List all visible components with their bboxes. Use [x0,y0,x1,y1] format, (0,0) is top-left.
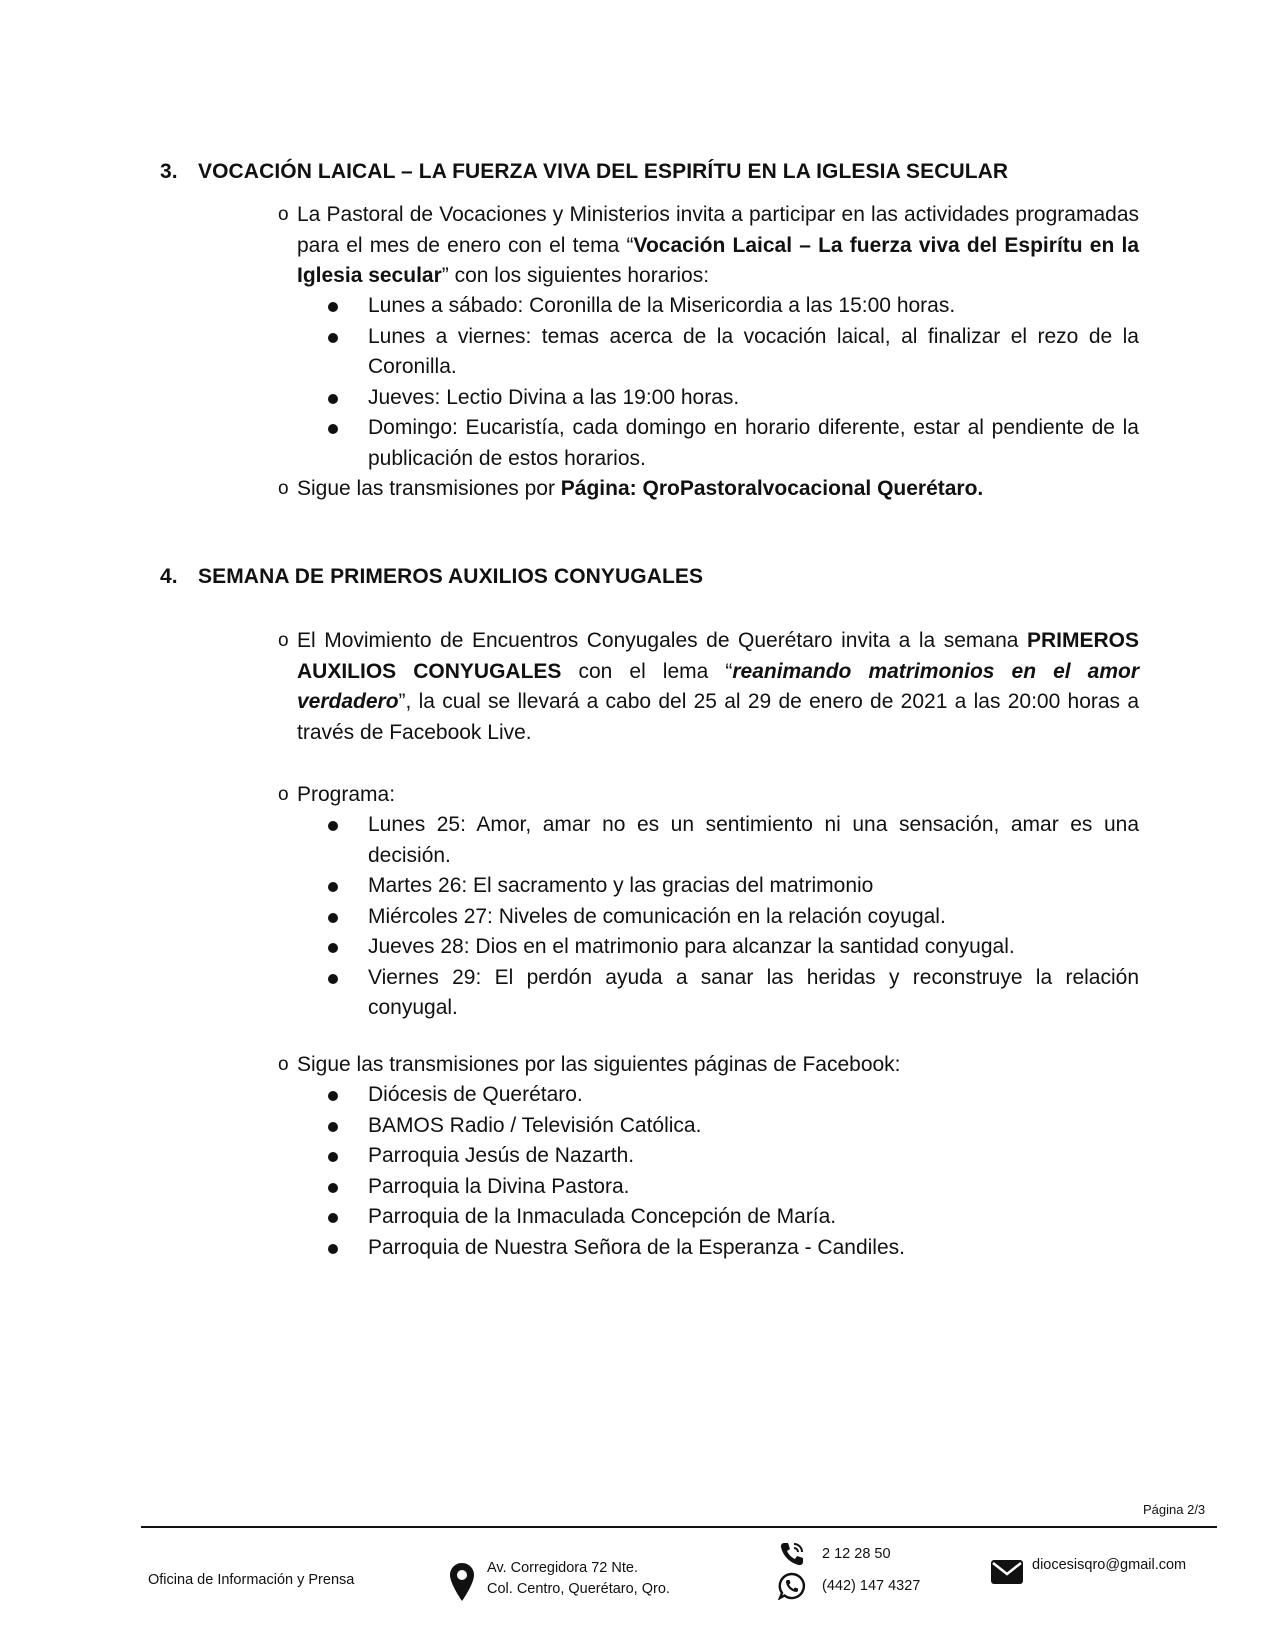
section-3-follow [278,474,1139,505]
section-3-follow-text: Sigue las transmisiones por [297,477,561,500]
list-item-text: Lunes a viernes: temas acerca de la vocación laical, al finalizar el rezo de la Coronilla. [368,324,1139,378]
bullet-icon [328,1122,338,1132]
facebook-pages-list [368,1080,1139,1263]
footer-divider [141,1526,1217,1528]
address-line-2: Col. Centro, Querétaro, Qro. [487,1581,670,1597]
list-item [368,1080,1139,1111]
list-item-text: Viernes 29: El perdón ayuda a sanar las heridas y reconstruye la relación conyugal. [368,965,1139,1019]
circle-marker: o [278,1054,289,1075]
section-3-follow-page: Página: QroPastoralvocacional Querétaro. [560,477,984,500]
bullet-icon [328,913,338,923]
list-item-text: Lunes a sábado: Coronilla de la Misericordia a las 15:00 horas. [368,294,956,317]
section-4-event-name: PRIMEROS AUXILIOS CONYUGALES [297,629,1139,683]
list-item-text: Diócesis de Querétaro. [368,1083,583,1106]
list-item-text: Parroquia la Divina Pastora. [368,1174,630,1198]
list-item-text: BAMOS Radio / Televisión Católica. [368,1113,702,1137]
section-4-intro-text-1: El Movimiento de Encuentros Conyugales de Querétaro invita a la semana [297,629,1027,652]
section-4-intro [278,626,1139,748]
section-3-number: 3. [160,160,178,183]
list-item-text: Parroquia Jesús de Nazarth. [368,1144,635,1167]
section-3-schedule-list [368,291,1139,474]
section-3-intro-text-1: La Pastoral de Vocaciones y Ministerios invita a participar en las actividades programadas para el mes de enero con el tema “ [297,203,1139,257]
page-number: Página 2/3 [1143,1502,1206,1517]
programa-label: Programa: [297,783,396,806]
bullet-icon [328,974,338,984]
list-item [368,413,1139,474]
bullet-icon [328,882,338,892]
list-item-text: Domingo: Eucaristía, cada domingo en horario diferente, estar al pendiente de la publicación de estos horarios. [368,416,1139,470]
section-4-title: SEMANA DE PRIMEROS AUXILIOS CONYUGALES [198,565,704,588]
footer-email: diocesisqro@gmail.com [1032,1557,1187,1573]
mail-icon [990,1559,1024,1589]
bullet-icon [328,1152,338,1162]
list-item [368,810,1139,871]
section-3-theme: Vocación Laical – La fuerza viva del Espirítu en la Iglesia secular [297,233,1139,287]
section-3-intro-text-2: ” con los siguientes horarios: [441,264,710,287]
location-pin-icon [449,1562,475,1606]
footer-phone: 2 12 28 50 [822,1546,891,1562]
list-item [368,1202,1139,1233]
list-item [368,932,1139,963]
list-item [368,322,1139,383]
phone-icon [778,1540,806,1572]
list-item-text: Parroquia de la Inmaculada Concepción de María. [368,1205,837,1228]
list-item-text: Parroquia de Nuestra Señora de la Esperanza - Candiles. [368,1235,905,1259]
bullet-icon [328,1213,338,1223]
bullet-icon [328,1244,338,1254]
bullet-icon [328,1183,338,1193]
list-item [368,871,1139,902]
bullet-icon [328,394,338,404]
list-item-text: Miércoles 27: Niveles de comunicación en la relación coyugal. [368,904,946,928]
section-3-title: VOCACIÓN LAICAL – LA FUERZA VIVA DEL ESPIRÍTU EN LA IGLESIA SECULAR [198,160,1009,183]
address-line-1: Av. Corregidora 72 Nte. [487,1560,638,1576]
bullet-icon [328,424,338,434]
list-item [368,1172,1139,1203]
circle-marker: o [278,630,289,651]
bullet-icon [328,943,338,953]
program-list [368,810,1139,1024]
list-item [368,1111,1139,1142]
footer [0,1540,1275,1630]
footer-address [487,1558,670,1600]
list-item-text: Jueves 28: Dios en el matrimonio para alcanzar la santidad conyugal. [368,935,1015,958]
list-item [368,291,1139,322]
circle-marker: o [278,784,289,805]
list-item-text: Lunes 25: Amor, amar no es un sentimiento ni una sensación, amar es una decisión. [368,813,1139,867]
list-item-text: Martes 26: El sacramento y las gracias del matrimonio [368,874,874,897]
list-item [368,1233,1139,1264]
section-4-intro-text-3: ”, la cual se llevará a cabo del 25 al 29 de enero de 2021 a las 20:00 horas a través de Facebook Live. [297,690,1139,744]
list-item [368,902,1139,933]
circle-marker: o [278,204,289,225]
list-item [368,1141,1139,1172]
bullet-icon [328,821,338,831]
section-4-heading [160,565,703,589]
circle-marker: o [278,478,289,499]
bullet-icon [328,1091,338,1101]
section-3-intro [278,200,1139,292]
whatsapp-icon [778,1572,806,1604]
footer-whatsapp: (442) 147 4327 [822,1578,921,1594]
bullet-icon [328,333,338,343]
section-4-intro-text-2: con el lema “ [561,659,733,683]
section-4-motto: reanimando matrimonios en el amor verdadero [297,659,1139,713]
section-4-follow-text: Sigue las transmisiones por las siguientes páginas de Facebook: [297,1053,901,1076]
section-4-follow [278,1050,1139,1081]
list-item [368,383,1139,414]
section-4-number: 4. [160,565,178,588]
list-item-text: Jueves: Lectio Divina a las 19:00 horas. [368,385,740,409]
section-3-heading [160,160,1008,184]
bullet-icon [328,302,338,312]
list-item [368,963,1139,1024]
section-4-programa [278,780,1139,811]
footer-office: Oficina de Información y Prensa [148,1572,355,1588]
